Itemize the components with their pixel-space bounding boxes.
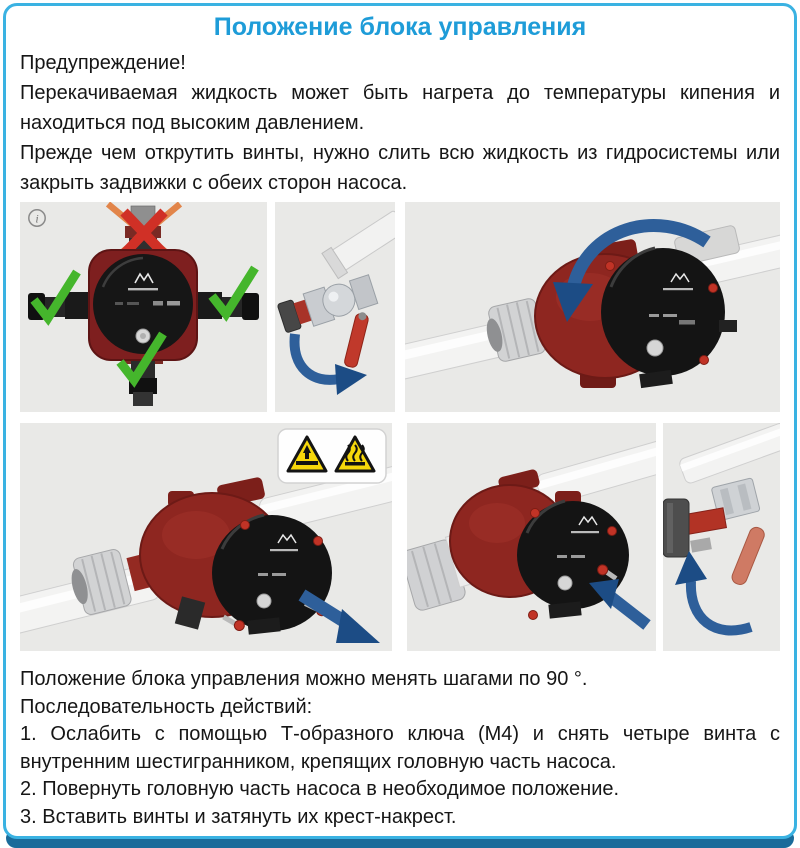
direction-arrow-icon <box>302 595 380 643</box>
valve-close-illustration <box>275 202 395 412</box>
valve-lever-salmon <box>730 525 766 586</box>
warning-paragraph-1: Перекачиваемая жидкость может быть нагрета до температуры кипения и находиться под высоким давлением. <box>20 82 780 134</box>
valve-lever-red <box>344 311 370 368</box>
pump-front-illustration <box>20 202 267 412</box>
figure-allowed-orientations <box>20 202 267 412</box>
valve-spindle-red <box>686 508 727 534</box>
pump-insert-illustration <box>407 423 656 651</box>
figure-insert-screws <box>407 423 656 651</box>
pump-remove-illustration <box>20 423 392 651</box>
figure-rotate-head <box>405 202 780 412</box>
pipe <box>535 439 656 507</box>
warning-sticker <box>278 429 386 483</box>
instructions-heading: Последовательность действий: <box>20 695 313 718</box>
warning-paragraph-2: Прежде чем открутить винты, нужно слить всю жидкость из гидросистемы или закрыть задвижки с обеих сторон насоса. <box>20 142 780 194</box>
union-nut-dark <box>663 499 689 557</box>
pump-rotate-illustration <box>405 202 780 412</box>
figure-open-valve <box>663 423 780 651</box>
info-icon <box>29 210 45 226</box>
warning-heading: Предупреждение! <box>20 52 186 74</box>
figure-grid <box>20 202 780 651</box>
figure-remove-screws <box>20 423 392 651</box>
page-title: Положение блока управления <box>213 13 587 41</box>
pipe <box>322 208 395 279</box>
instructions-block <box>20 666 780 831</box>
svg-text:i: i <box>35 211 39 226</box>
instructions-intro: Положение блока управления можно менять шагами по 90 °. <box>20 668 588 690</box>
instruction-step-2: 2. Повернуть головную часть насоса в необходимое положение. <box>20 778 620 800</box>
valve-open-illustration <box>663 423 780 651</box>
instruction-step-1: 1. Ослабить с помощью Т-образного ключа (М4) и снять четыре винта с внутренним шестигранником, крепящих головную часть насоса. <box>20 723 780 773</box>
instruction-step-3: 3. Вставить винты и затянуть их крест-накрест. <box>20 805 457 828</box>
content-card <box>3 3 797 839</box>
figure-close-valve <box>275 202 395 412</box>
pipe <box>678 423 780 485</box>
